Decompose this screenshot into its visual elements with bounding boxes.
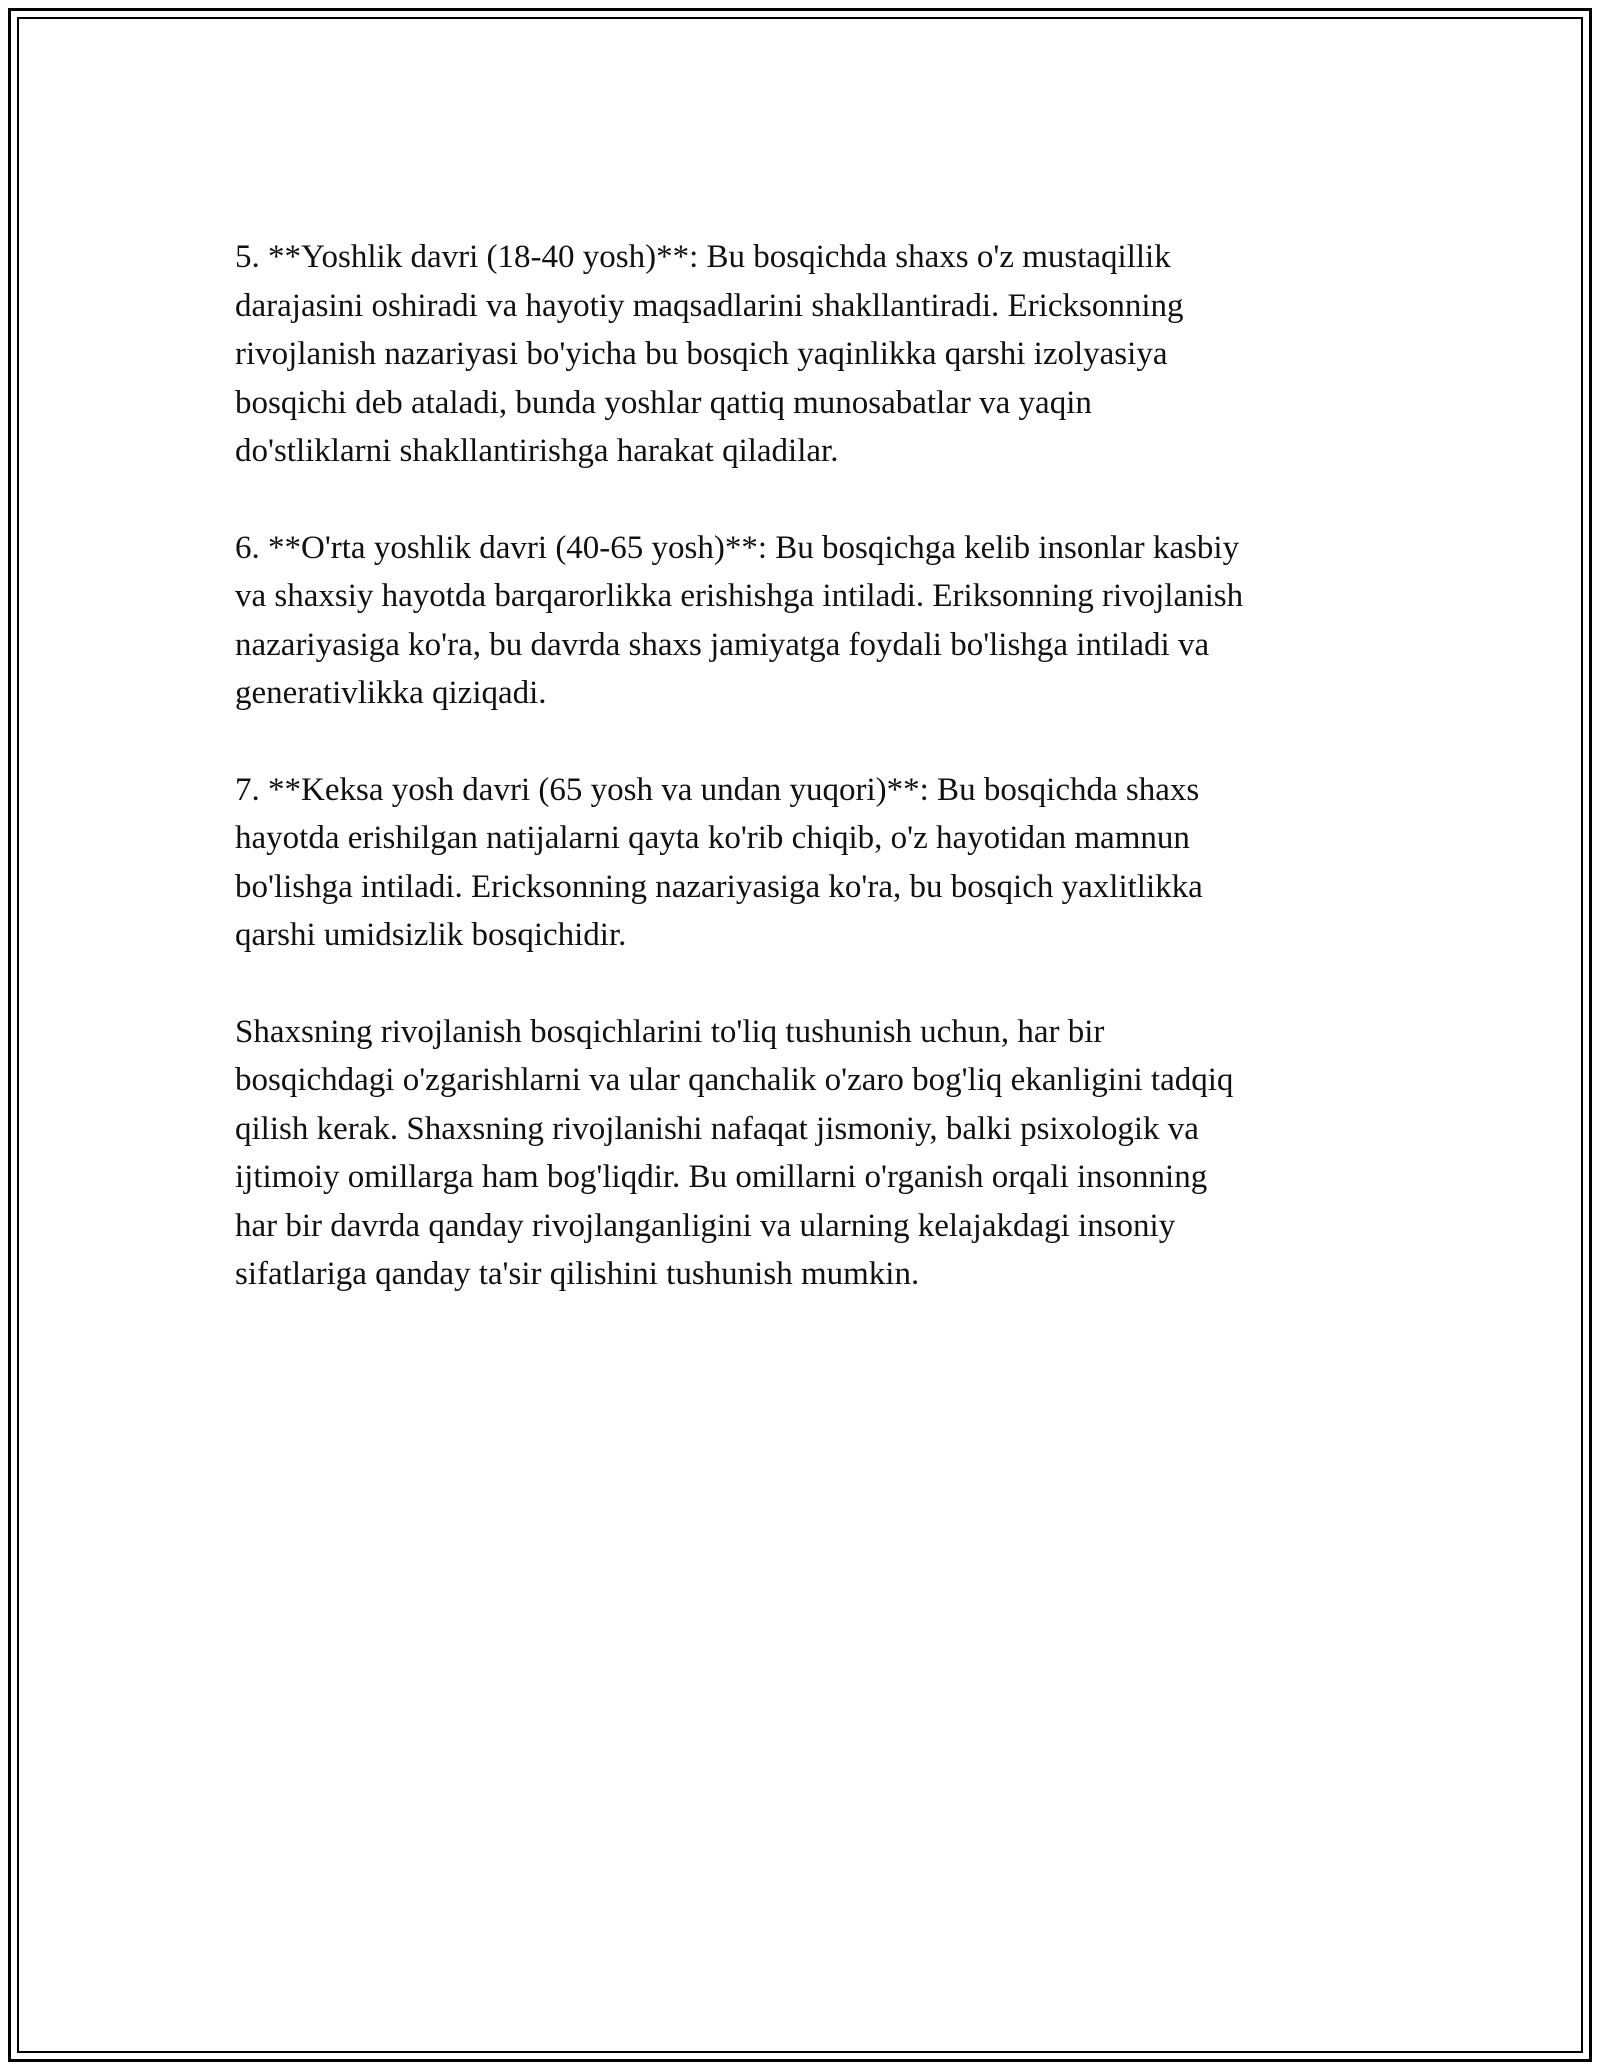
document-body	[235, 233, 1370, 1347]
paragraph-conclusion: Shaxsning rivojlanish bosqichlarini to'liq tushunish uchun, har bir bosqichdagi o'zgarishlarni va ular qanchalik o'zaro bog'liq ekanligini tadqiq qilish kerak. Shaxsning rivojlanishi nafaqat jismoniy, balki psixologik va ijtimoiy omillarga ham bog'liqdir. Bu omillarni o'rganish orqali insonning har bir davrda qanday rivojlanganligini va ularning kelajakdagi insoniy sifatlariga qanday ta'sir qilishini tushunish mumkin.	[235, 1013, 1234, 1292]
paragraph-stage-7: 7. **Keksa yosh davri (65 yosh va undan yuqori)**: Bu bosqichda shaxs hayotda erishilgan natijalarni qayta ko'rib chiqib, o'z hayotidan mamnun bo'lishga intiladi. Ericksonning nazariyasiga ko'ra, bu bosqich yaxlitlikka qarshi umidsizlik bosqichidir.	[235, 771, 1203, 953]
paragraph-stage-5: 5. **Yoshlik davri (18-40 yosh)**: Bu bosqichda shaxs o'z mustaqillik darajasini oshiradi va hayotiy maqsadlarini shakllantiradi. Ericksonning rivojlanish nazariyasi bo'yicha bu bosqich yaqinlikka qarshi izolyasiya bosqichi deb ataladi, bunda yoshlar qattiq munosabatlar va yaqin do'stliklarni shakllantirishga harakat qiladilar.	[235, 239, 1184, 469]
paragraph-stage-6: 6. **O'rta yoshlik davri (40-65 yosh)**: Bu bosqichga kelib insonlar kasbiy va shaxsiy hayotda barqarorlikka erishishga intiladi. Eriksonning rivojlanish nazariyasiga ko'ra, bu davrda shaxs jamiyatga foydali bo'lishga intiladi va generativlikka qiziqadi.	[235, 529, 1244, 711]
